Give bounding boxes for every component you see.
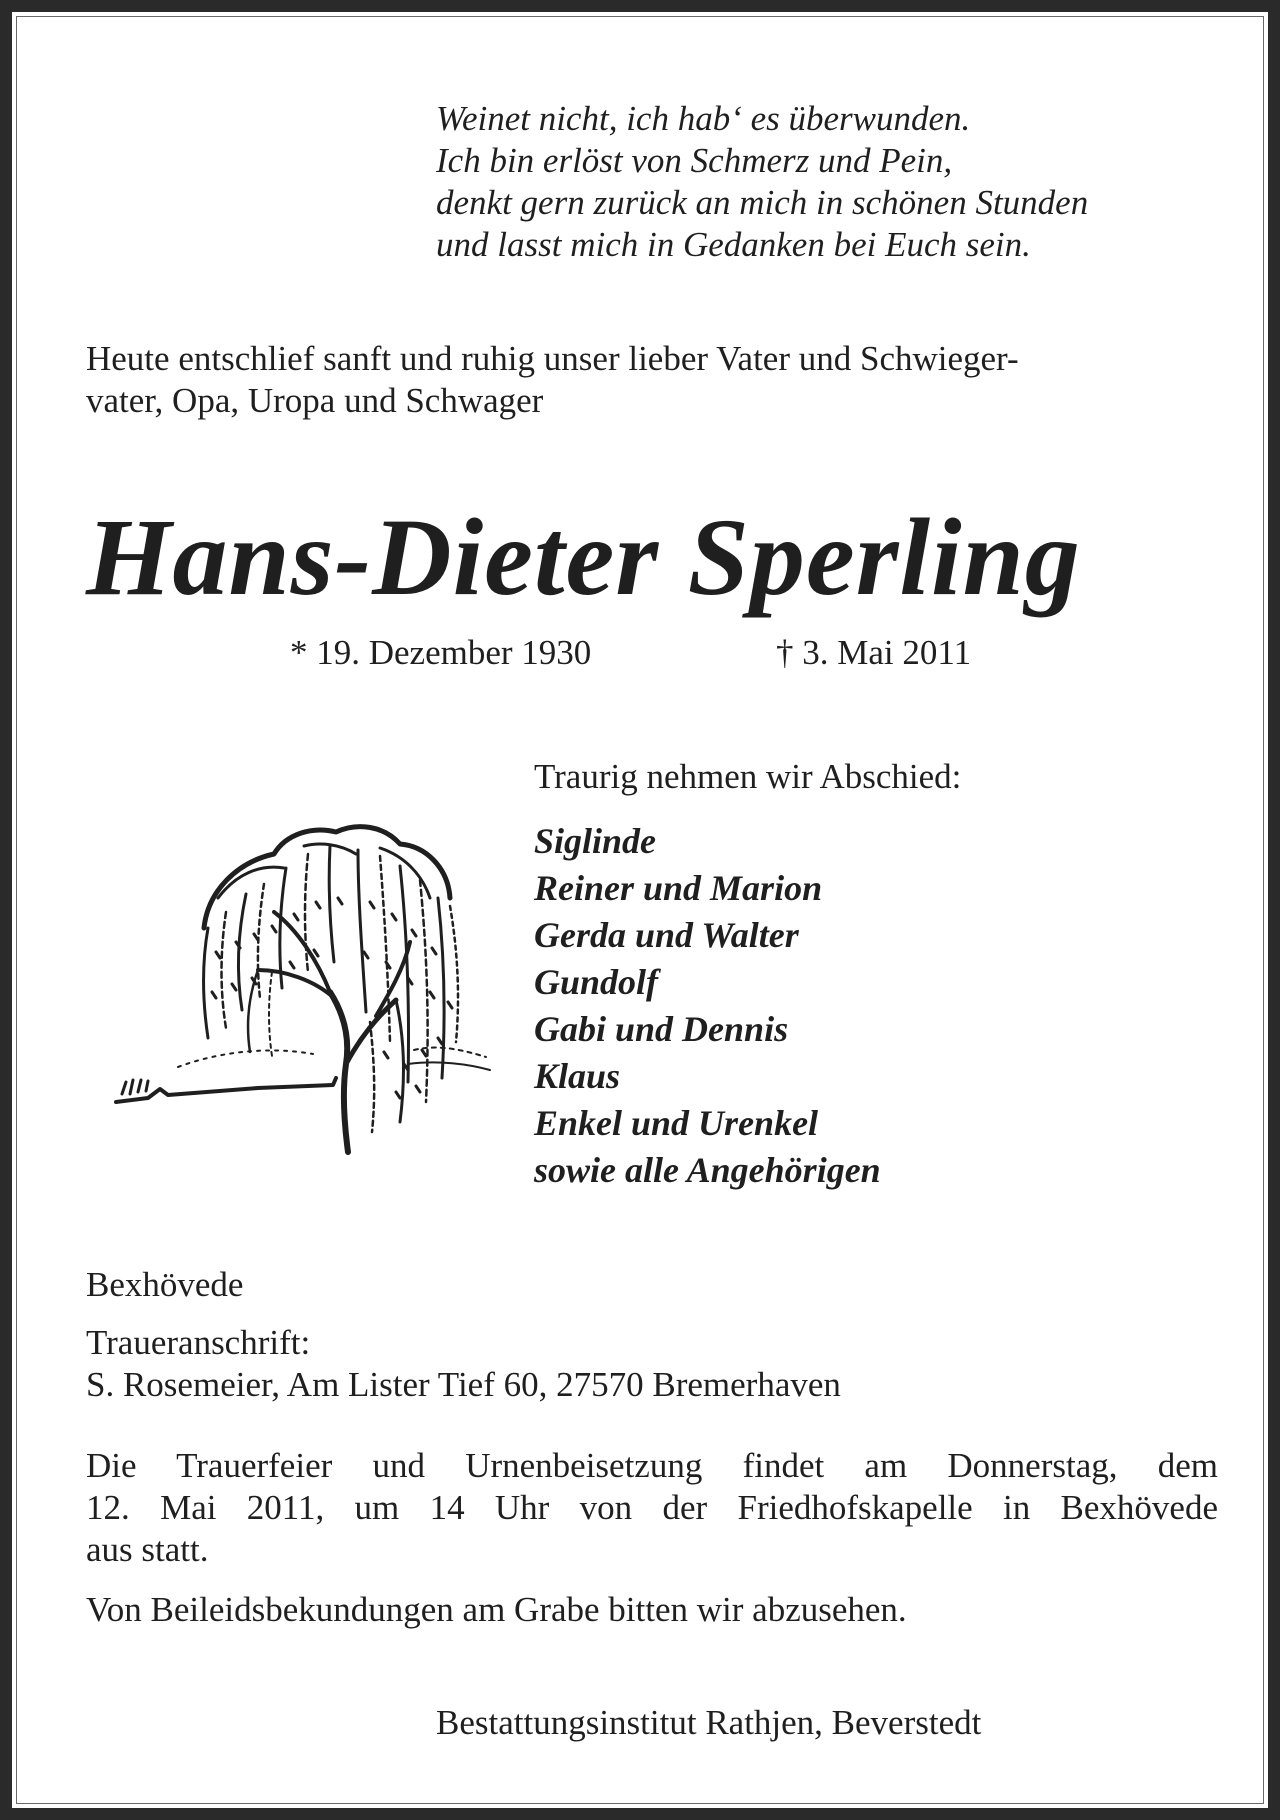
undertaker-name: Bestattungsinstitut Rathjen, Beverstedt [436,1703,982,1742]
list-item: Siglinde [534,821,657,861]
condolence-note: Von Beileidsbekundungen am Grabe bitten wir abzusehen. [86,1590,907,1629]
birth-date: * 19. Dezember 1930 [290,633,592,672]
poem-line: Ich bin erlöst von Schmerz und Pein, [436,141,953,180]
announcement-intro [86,338,1218,422]
list-item: Gerda und Walter [534,915,799,955]
poem [436,98,1088,266]
ceremony-line: aus statt. [86,1530,209,1569]
poem-line: denkt gern zurück an mich in schönen Stunden [436,183,1089,222]
list-item: Enkel und Urenkel [534,1103,819,1143]
intro-line: Heute entschlief sanft und ruhig unser lieber Vater und Schwieger- [86,339,1019,378]
poem-line: und lasst mich in Gedanken bei Euch sein. [436,225,1031,264]
ceremony-line: 12. Mai 2011, um 14 Uhr von der Friedhofskapelle in Bexhövede [86,1488,1218,1527]
deceased-name: Hans-Dieter Sperling [86,496,1081,618]
list-item: Gabi und Dennis [534,1009,789,1049]
list-item: Klaus [534,1056,621,1096]
list-item: Reiner und Marion [534,868,823,908]
mourning-address: S. Rosemeier, Am Lister Tief 60, 27570 Bremerhaven [86,1365,841,1404]
death-date: † 3. Mai 2011 [776,633,972,672]
list-item: sowie alle Angehörigen [534,1150,881,1190]
poem-line: Weinet nicht, ich hab‘ es überwunden. [436,99,971,138]
list-item: Gundolf [534,962,659,1002]
weeping-willow-icon [108,802,498,1157]
place-name: Bexhövede [86,1265,244,1304]
intro-line: vater, Opa, Uropa und Schwager [86,381,544,420]
ceremony-line: Die Trauerfeier und Urnenbeisetzung findet am Donnerstag, dem [86,1446,1218,1485]
ceremony-info [86,1445,1218,1571]
farewell-heading: Traurig nehmen wir Abschied: [534,757,962,796]
mourning-address-label: Traueranschrift: [86,1323,311,1362]
mourner-list [534,818,881,1194]
